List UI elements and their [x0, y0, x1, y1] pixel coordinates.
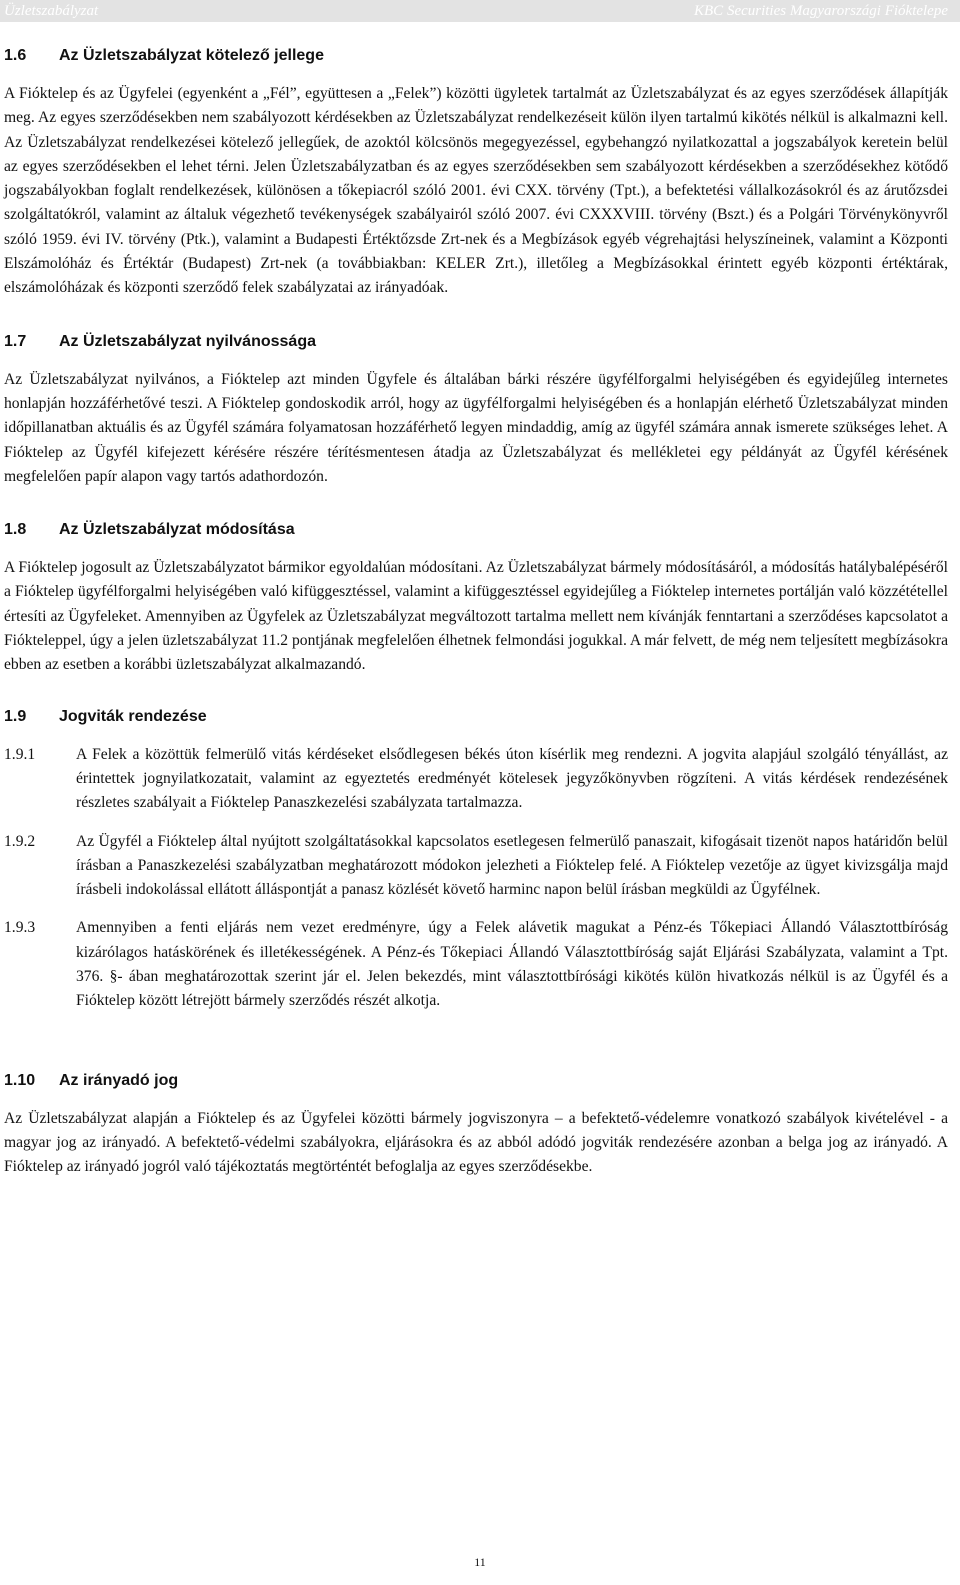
- section-number: 1.9: [4, 707, 27, 725]
- section-title: Az Üzletszabályzat módosítása: [59, 521, 295, 539]
- subsection-1-9-3: [4, 916, 948, 1013]
- section-1-8: [4, 519, 948, 677]
- section-heading: [4, 331, 948, 353]
- subsection-paragraph: A Felek a közöttük felmerülő vitás kérdéseket elsődlegesen békés úton kísérlik meg rendezni. A jogvita alapjául szolgáló tényállást, az érintettek jognyilatkozatait, valamint az egyeztetés eredményét kötelesek jegyzőkönyvben rögzíteni. A vitás kérdések rendezésének részletes szabályait a Fióktelep Panaszkezelési szabályzata tartalmazza.: [76, 745, 948, 812]
- section-title: Az Üzletszabályzat nyilvánossága: [59, 332, 316, 350]
- section-paragraph: Az Üzletszabályzat nyilvános, a Fióktelep azt minden Ügyfele és általában bárki részére ügyfélforgalmi helyiségében és egyidejűleg internetes honlapján hozzáférhetővé teszi. A Fióktelep gondoskodik arról, hogy az ügyfélforgalmi helyiségében és a honlapján elérhető Üzletszabályzat minden időpillanatban aktuális és az Ügyfél számára folyamatosan hozzáférhető legyen mindaddig, amíg az ügyfél számára annak ismerete szükséges lehet. A Fióktelep az Ügyfél kifejezett kérésére részére térítésmentesen átadja az Üzletszabályzat és mellékletei egy példányát az Ügyfél kérésének megfelelően papír alapon vagy tartós adathordozón.: [4, 370, 948, 485]
- subsection-1-9-1: [4, 743, 948, 816]
- subsection-number: 1.9.2: [4, 832, 36, 850]
- section-paragraph: A Fióktelep jogosult az Üzletszabályzatot bármikor egyoldalúan módosítani. Az Üzletszabályzat bármely módosításáról, a módosítás hatálybalépéséről a Fióktelep ügyfélforgalmi helyiségében való kifüggesztéssel, valamint a kifüggesztéssel egyidejűleg a Fióktelep internetes portálján való közzététellel értesíti az Ügyfeleket. Amennyiben az Ügyfelek az Üzletszabályzat megváltozott tartalma mellett nem kívánják fenntartani a szerződéses kapcsolatot a Fiókteleppel, úgy a jelen üzletszabályzat 11.2 pontjának megfelelően élhetnek felmondási jogukkal. A már felvett, de még nem teljesített megbízásokra ebben az esetben a korábbi üzletszabályzat alkalmazandó.: [4, 559, 948, 674]
- section-heading: [4, 1070, 948, 1092]
- document-body: [4, 45, 948, 1210]
- subsection-number: 1.9.1: [4, 745, 36, 763]
- section-title: Jogviták rendezése: [59, 707, 207, 725]
- subsection-paragraph: Az Ügyfél a Fióktelep által nyújtott szolgáltatásokkal kapcsolatos esetlegesen felmerülő panaszait, kifogásait tizenöt napos határidőn belül írásban a Panaszkezelési szabályzatban meghatározott módokon jelezheti a Fióktelep felé. A Fióktelep vezetője az ügyet kivizsgálja majd írásbeli indokolással ellátott álláspontját a panasz közlését követő harminc napon belül írásban megküldi az Ügyfélnek.: [76, 832, 948, 899]
- section-paragraph: Az Üzletszabályzat alapján a Fióktelep és az Ügyfelei közötti bármely jogviszonyra – a befektető-védelemre vonatkozó szabályok kivételével - a magyar jog az irányadó. A befektető-védelmi szabályokra, eljárásokra és az abból adódó jogviták rendezésére azonban a belga jog az irányadó. A Fióktelep az irányadó jogról való tájékoztatás megtörténtét befoglalja az egyes szerződésekbe.: [4, 1109, 948, 1176]
- section-number: 1.10: [4, 1071, 36, 1089]
- section-number: 1.7: [4, 332, 27, 350]
- section-paragraph: A Fióktelep és az Ügyfelei (egyenként a „Fél”, együttesen a „Felek”) közötti ügyletek tartalmát az Üzletszabályzat és az egyes szerződések állapítják meg. Az egyes szerződésekben nem szabályozott kérdésekben az Üzletszabályzat rendelkezéseit külön ilyen tartalmú kikötés nélkül is alkalmazni kell. Az Üzletszabályzat rendelkezései kötelező jellegűek, de azoktól kölcsönös megegyezéssel, egybehangzó nyilatkozattal a jogszabályok keretein belül az egyes szerződésekben el lehet térni. Jelen Üzletszabályzatban és az egyes szerződésekben sem szabályozott kérdésekben a szerződésekhez kötődő jogszabályokban foglalt rendelkezések, különösen a tőkepiacról szóló 2001. évi CXX. törvény (Tpt.), a befektetési vállalkozásokról és az árutőzsdei szolgáltatókról, valamint az általuk végezhető tevékenységek szabályairól szóló 2007. évi CXXXVIII. törvény (Bszt.) és a Polgári Törvénykönyvről szóló 1959. évi IV. törvény (Ptk.), valamint a Budapesti Értéktőzsde Zrt-nek és a Megbízások egyéb végrehajtási helyszíneinek, valamint a Központi Elszámolóház és Értéktár (Budapest) Zrt-nek (a továbbiakban: KELER Zrt.), illetőleg a Megbízásokkal érintett egyéb központi értéktárak, elszámolóházak és központi szerződő felek szabályzatai az irányadóak.: [4, 85, 948, 297]
- section-1-9: [4, 706, 948, 1014]
- section-heading: [4, 519, 948, 541]
- section-title: Az Üzletszabályzat kötelező jellege: [59, 47, 324, 64]
- section-1-10: [4, 1070, 948, 1180]
- section-heading: [4, 706, 948, 728]
- header-right-title: KBC Securities Magyarországi Fióktelepe: [694, 3, 948, 19]
- running-header: [0, 0, 960, 22]
- section-1-7: [4, 331, 948, 489]
- page-number: 11: [474, 1555, 486, 1569]
- section-1-6: [4, 45, 948, 301]
- subsection-1-9-2: [4, 830, 948, 903]
- subsection-paragraph: Amennyiben a fenti eljárás nem vezet eredményre, úgy a Felek alávetik magukat a Pénz-és Tőkepiaci Állandó Választottbíróság kizárólagos hatáskörének és illetékességének. A Pénz-és Tőkepiaci Állandó Választottbíróság saját Eljárási Szabályzata, valamint a Tpt. 376. §- ában meghatározottak szerint jár el. Jelen bekezdés, mint választottbírósági kikötés külön hivatkozás nélkül is az Ügyfél és a Fióktelep között létrejött bármely szerződés részét alkotja.: [76, 919, 948, 1010]
- section-heading: [4, 45, 948, 67]
- section-number: 1.8: [4, 521, 27, 539]
- section-number: 1.6: [4, 47, 27, 64]
- subsection-number: 1.9.3: [4, 919, 36, 937]
- header-left-title: Üzletszabályzat: [4, 3, 99, 19]
- section-title: Az irányadó jog: [59, 1071, 179, 1089]
